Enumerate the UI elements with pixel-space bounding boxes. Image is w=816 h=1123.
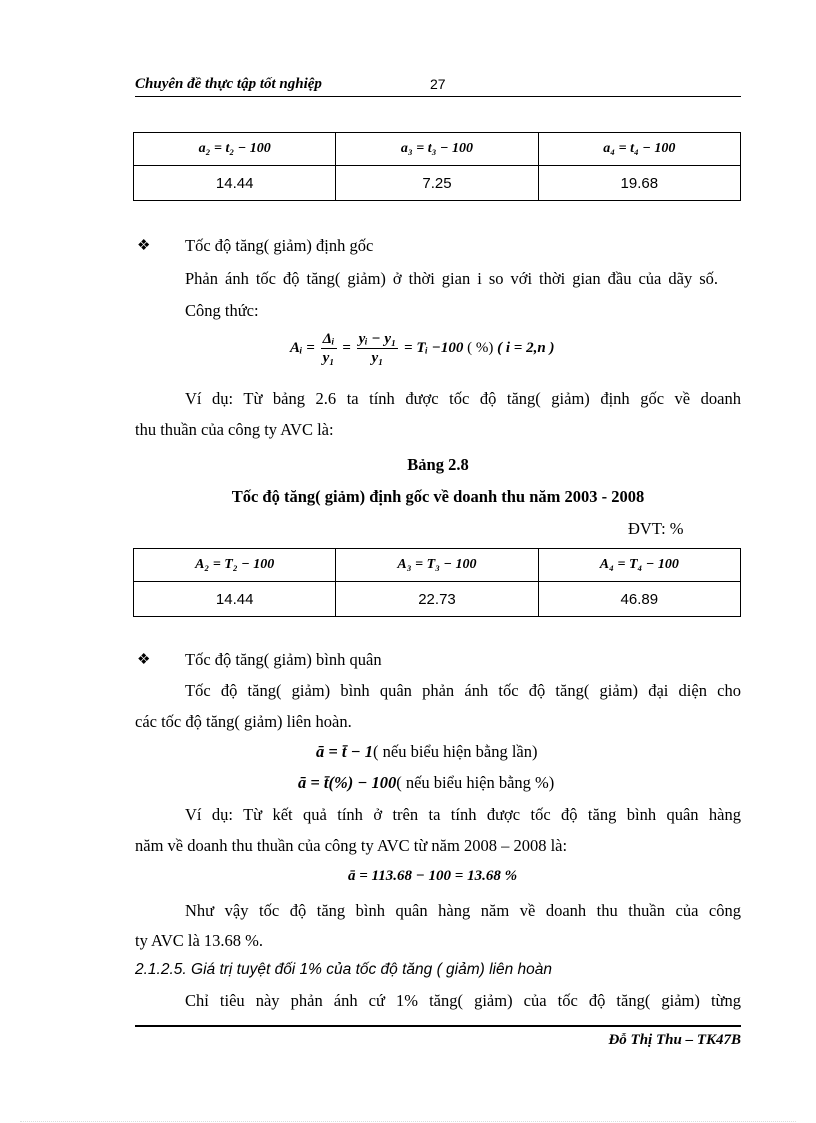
table-cell: 14.44 <box>134 166 336 201</box>
formula-lhs: Aᵢ = <box>290 339 315 356</box>
paragraph-line: Tốc độ tăng( giảm) bình quân phản ánh tốc độ tăng( giảm) đại diện cho <box>185 681 741 700</box>
table-header-row <box>134 549 741 582</box>
table-caption-subtitle: Tốc độ tăng( giảm) định gốc về doanh thu năm 2003 - 2008 <box>231 487 645 506</box>
paragraph-line: Chỉ tiêu này phản ánh cứ 1% tăng( giảm) của tốc độ tăng( giảm) từng <box>185 991 741 1010</box>
page-number: 27 <box>430 76 446 92</box>
fraction-denominator: y₁ <box>322 350 335 366</box>
diamond-bullet-icon: ❖ <box>137 238 151 254</box>
subsection-heading: 2.1.2.5. Giá trị tuyệt đối 1% của tốc độ tăng ( giảm) liên hoàn <box>135 961 553 978</box>
average-formula-times <box>316 742 537 762</box>
result-formula: ā = 113.68 − 100 = 13.68 % <box>348 868 518 884</box>
fraction-numerator: yᵢ − y₁ <box>358 331 397 347</box>
table-header-cell: A₂ = T₂ − 100 <box>134 549 336 582</box>
formula-fraction <box>357 330 399 367</box>
table-header-cell: A₃ = T₃ − 100 <box>336 549 538 582</box>
table-caption-title: Bảng 2.8 <box>407 455 469 474</box>
footer-author: Đỗ Thị Thu – TK47B <box>608 1032 741 1048</box>
paragraph-line: Như vậy tốc độ tăng bình quân hàng năm về doanh thu thuần của công <box>185 901 741 920</box>
fraction-denominator: y₁ <box>371 350 384 366</box>
table-unit: ĐVT: % <box>628 519 684 538</box>
paragraph-line: Ví dụ: Từ kết quả tính ở trên ta tính được tốc độ tăng bình quân hàng <box>185 805 741 824</box>
section-heading: Tốc độ tăng( giảm) định gốc <box>185 236 374 255</box>
fraction-numerator: Δᵢ <box>322 331 335 347</box>
table-cell: 46.89 <box>538 582 740 617</box>
formula-unit: ( %) <box>467 339 494 356</box>
growth-rate-chain-table <box>133 132 741 201</box>
table-row <box>134 582 741 617</box>
paragraph-line: Phản ánh tốc độ tăng( giảm) ở thời gian i so với thời gian đầu của dãy số. <box>185 269 718 288</box>
table-row <box>134 166 741 201</box>
formula-rhs: = Tᵢ −100 <box>404 339 464 356</box>
page-footer <box>135 1025 741 1048</box>
formula-math: ā = t̄(%) − 100 <box>298 773 397 792</box>
average-formula-percent <box>298 773 554 793</box>
formula-fraction <box>321 330 337 367</box>
formula-math: ā = t̄ − 1 <box>316 742 373 761</box>
paragraph-line: các tốc độ tăng( giảm) liên hoàn. <box>135 712 352 731</box>
paragraph-line: Ví dụ: Từ bảng 2.6 ta tính được tốc độ tăng( giảm) định gốc về doanh <box>185 389 741 408</box>
diamond-bullet-icon: ❖ <box>137 652 151 668</box>
formula-note: ( nếu biểu hiện bằng %) <box>396 773 555 792</box>
paragraph-line: ty AVC là 13.68 %. <box>135 931 264 950</box>
table-header-row <box>134 133 741 166</box>
table-header-cell: A₄ = T₄ − 100 <box>538 549 740 582</box>
table-cell: 7.25 <box>336 166 538 201</box>
formula-note: ( nếu biểu hiện bằng lần) <box>373 742 538 761</box>
table-header-cell: a₄ = t₄ − 100 <box>538 133 740 166</box>
fixed-base-growth-formula: Aᵢ = $\frac{\text{Δᵢ}}{\text{y₁}}$ = $\frac{\text{yᵢ − y₁}}{\text{y₁}}$ = Tᵢ −100 ( %) ( i = 2,n ) <box>290 331 555 366</box>
document-title: Chuyên đề thực tập tốt nghiệp <box>135 76 322 92</box>
section-heading: Tốc độ tăng( giảm) bình quân <box>185 650 382 669</box>
table-cell: 22.73 <box>336 582 538 617</box>
paragraph-line: thu thuần của công ty AVC là: <box>135 420 334 439</box>
table-header-cell: a₃ = t₃ − 100 <box>336 133 538 166</box>
table-cell: 14.44 <box>134 582 336 617</box>
formula-range: ( i = 2,n ) <box>497 339 555 356</box>
table-cell: 19.68 <box>538 166 740 201</box>
formula-label: Công thức: <box>185 301 259 320</box>
paragraph-line: năm về doanh thu thuần của công ty AVC từ năm 2008 – 2008 là: <box>135 836 568 855</box>
page-edge-divider <box>20 1121 796 1122</box>
page-header <box>135 76 741 97</box>
table-header-cell: a₂ = t₂ − 100 <box>134 133 336 166</box>
fixed-base-growth-table <box>133 548 741 617</box>
